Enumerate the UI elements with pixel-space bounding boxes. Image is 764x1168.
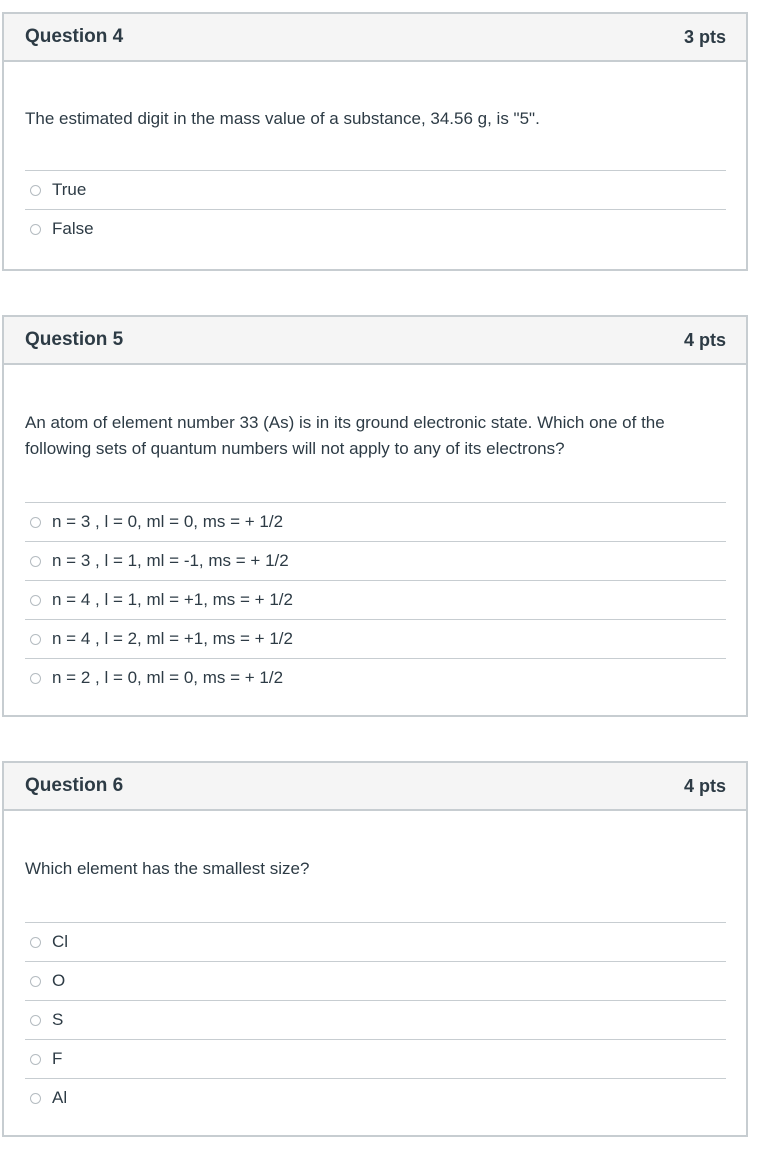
radio-button[interactable]	[30, 185, 41, 196]
answer-option[interactable]	[25, 581, 726, 620]
question-card-6	[2, 761, 748, 1137]
answer-option[interactable]	[25, 1079, 726, 1117]
answer-list	[25, 170, 726, 248]
question-header	[4, 14, 746, 62]
radio-button[interactable]	[30, 556, 41, 567]
radio-button[interactable]	[30, 1054, 41, 1065]
answer-option[interactable]	[25, 1040, 726, 1079]
answer-label: False	[52, 219, 94, 238]
radio-button[interactable]	[30, 634, 41, 645]
answer-label: F	[52, 1049, 63, 1068]
question-points: 3 pts	[683, 26, 726, 47]
answer-option[interactable]	[25, 659, 726, 697]
radio-button[interactable]	[30, 517, 41, 528]
answer-label: S	[52, 1010, 64, 1029]
question-points: 4 pts	[683, 329, 726, 350]
question-header	[4, 317, 746, 365]
question-body	[4, 62, 746, 248]
answer-option[interactable]	[25, 962, 726, 1001]
question-card-5	[2, 315, 748, 717]
question-points: 4 pts	[683, 775, 726, 796]
answer-list	[25, 502, 726, 697]
answer-label: Cl	[52, 932, 69, 951]
answer-option[interactable]	[25, 542, 726, 581]
answer-label: n = 3 , l = 0, ml = 0, ms = + 1/2	[52, 512, 284, 531]
answer-option[interactable]	[25, 503, 726, 542]
radio-button[interactable]	[30, 1015, 41, 1026]
answer-label: True	[52, 180, 87, 199]
answer-list	[25, 922, 726, 1117]
question-title: Question 5	[25, 329, 124, 350]
question-card-4	[2, 12, 748, 271]
question-title: Question 6	[25, 775, 124, 796]
radio-button[interactable]	[30, 673, 41, 684]
question-text: An atom of element number 33 (As) is in its ground electronic state. Which one of the following sets of quantum numbers will not apply to any of its electrons?	[25, 413, 665, 458]
answer-option[interactable]	[25, 620, 726, 659]
answer-label: n = 2 , l = 0, ml = 0, ms = + 1/2	[52, 668, 284, 687]
radio-button[interactable]	[30, 224, 41, 235]
question-body	[4, 811, 746, 1117]
radio-button[interactable]	[30, 1093, 41, 1104]
question-header	[4, 763, 746, 811]
question-body	[4, 365, 746, 697]
radio-button[interactable]	[30, 976, 41, 987]
radio-button[interactable]	[30, 937, 41, 948]
radio-button[interactable]	[30, 595, 41, 606]
answer-label: O	[52, 971, 66, 990]
answer-option[interactable]	[25, 171, 726, 210]
answer-label: Al	[52, 1088, 68, 1107]
question-text: The estimated digit in the mass value of a substance, 34.56 g, is "5".	[25, 109, 540, 128]
answer-label: n = 4 , l = 1, ml = +1, ms = + 1/2	[52, 590, 293, 609]
answer-option[interactable]	[25, 1001, 726, 1040]
question-title: Question 4	[25, 26, 124, 47]
question-text: Which element has the smallest size?	[25, 859, 310, 878]
answer-option[interactable]	[25, 923, 726, 962]
answer-label: n = 3 , l = 1, ml = -1, ms = + 1/2	[52, 551, 289, 570]
answer-label: n = 4 , l = 2, ml = +1, ms = + 1/2	[52, 629, 293, 648]
answer-option[interactable]	[25, 210, 726, 248]
